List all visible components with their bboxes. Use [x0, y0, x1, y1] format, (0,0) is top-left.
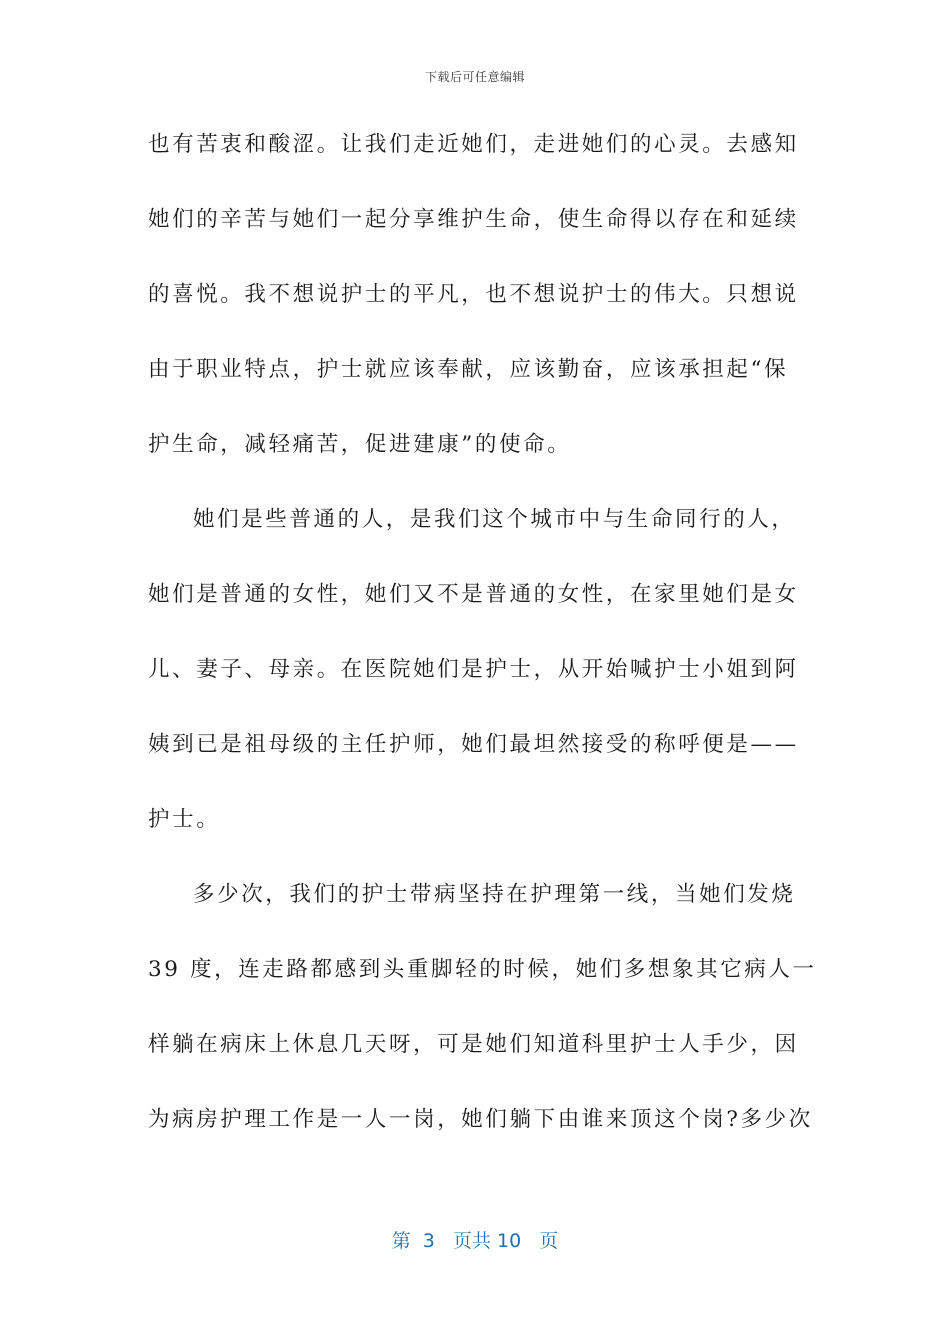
- text-line: 由于职业特点，护士就应该奉献，应该勤奋，应该承担起“保: [148, 357, 789, 382]
- text-line: 姨到已是祖母级的主任护师，她们最坦然接受的称呼便是——: [148, 732, 799, 757]
- page-number-footer: 第 3 页共 10 页: [391, 1230, 559, 1252]
- text-line: 39 度，连走路都感到头重脚轻的时候，她们多想象其它病人一: [148, 957, 817, 982]
- text-line: 样躺在病床上休息几天呀，可是她们知道科里护士人手少，因: [148, 1032, 799, 1057]
- text-line: 她们的辛苦与她们一起分享维护生命，使生命得以存在和延续: [148, 207, 799, 232]
- text-line: 也有苦衷和酸涩。让我们走近她们，走进她们的心灵。去感知: [148, 132, 799, 157]
- text-line: 儿、妻子、母亲。在医院她们是护士，从开始喊护士小姐到阿: [148, 657, 799, 682]
- paragraph-first-line: 她们是些普通的人，是我们这个城市中与生命同行的人，: [193, 507, 796, 532]
- document-body: [148, 122, 817, 1172]
- text-line: 她们是普通的女性，她们又不是普通的女性，在家里她们是女: [148, 582, 799, 607]
- paragraph-first-line: 多少次，我们的护士带病坚持在护理第一线，当她们发烧: [193, 882, 796, 907]
- text-line: 护生命，减轻痛苦，促进建康”的使命。: [148, 432, 572, 457]
- page-header: 下载后可任意编辑: [424, 70, 525, 84]
- text-line: 为病房护理工作是一人一岗，她们躺下由谁来顶这个岗?多少次: [148, 1107, 813, 1132]
- text-line: 的喜悦。我不想说护士的平凡，也不想说护士的伟大。只想说: [148, 282, 799, 307]
- text-line: 护士。: [148, 807, 221, 832]
